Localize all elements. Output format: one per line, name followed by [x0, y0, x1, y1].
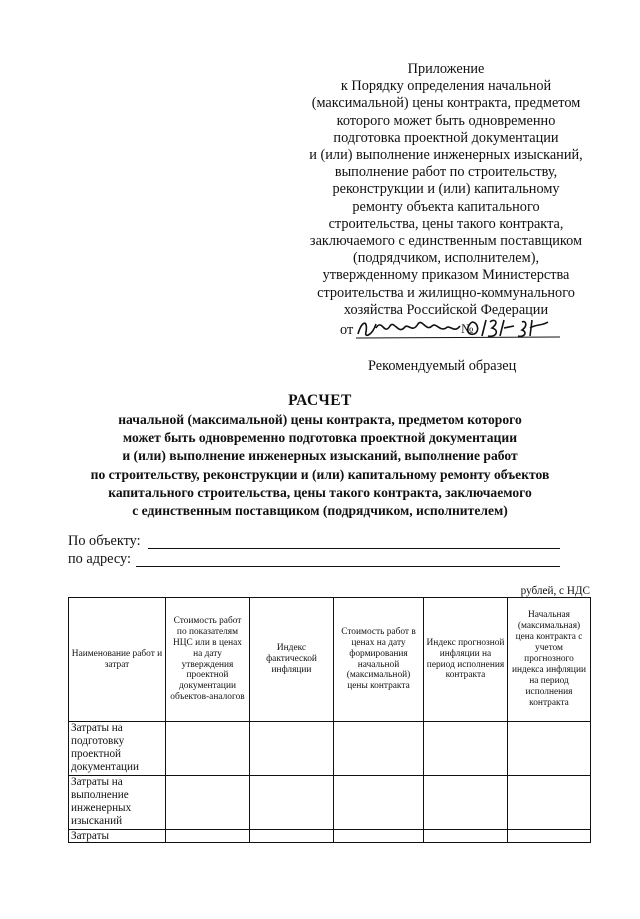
object-field [68, 533, 141, 550]
subtitle-line: по строительству, реконструкции и (или) капитальному ремонту объектов [90, 466, 550, 482]
document-subtitle [40, 411, 600, 520]
row-label: Затраты на выполнение инженерных изысканий [69, 776, 166, 830]
table-cell [166, 776, 250, 830]
recommended-sample-label: Рекомендуемый образец [368, 358, 517, 374]
table-cell [334, 830, 424, 843]
row-label: Затраты на подготовку проектной документации [69, 722, 166, 776]
appendix-line: заключаемого с единственным поставщиком [309, 233, 583, 250]
appendix-line: реконструкции и (или) капитальному [332, 181, 560, 198]
address-field [68, 551, 131, 568]
appendix-line: (максимальной) цены контракта, предметом [311, 95, 581, 112]
appendix-line: к Порядку определения начальной [340, 78, 552, 95]
header-cell: Индекс фактической инфляции [250, 598, 334, 722]
table-cell [424, 776, 508, 830]
object-underline[interactable] [148, 548, 560, 549]
units-note: рублей, с НДС [520, 585, 590, 597]
row-label: Затраты [69, 830, 166, 843]
appendix-line: (подрядчиком, исполнителем), [352, 250, 540, 267]
table-cell [250, 830, 334, 843]
table-cell [508, 776, 591, 830]
object-label: По объекту: [68, 533, 141, 549]
appendix-line: утвержденному приказом Министерства [322, 267, 570, 284]
table-row [69, 830, 591, 843]
subtitle-line: капитального строительства, цены такого контракта, заключаемого [108, 484, 532, 500]
appendix-line: строительства и жилищно-коммунального [317, 284, 575, 301]
table-cell [334, 776, 424, 830]
table-row [69, 776, 591, 830]
table-cell [334, 722, 424, 776]
subtitle-line: с единственным поставщиком (подрядчиком, исполнителем) [132, 503, 508, 519]
document-title: РАСЧЕТ [288, 392, 352, 409]
order-date-number-line [296, 320, 596, 340]
table-cell [250, 776, 334, 830]
appendix-line: хозяйства Российской Федерации [343, 301, 549, 318]
table-cell [508, 722, 591, 776]
header-cell: Стоимость работ по показателям НЦС или в ценах на дату утверждения проектной документации объектов-аналогов [166, 598, 250, 722]
table-cell [250, 722, 334, 776]
table-cell [166, 722, 250, 776]
number-sign: № [461, 321, 474, 337]
appendix-line: Приложение [407, 61, 485, 77]
appendix-block [296, 61, 596, 340]
table-cell [508, 830, 591, 843]
subtitle-line: и (или) выполнение инженерных изысканий, выполнение работ [122, 448, 518, 464]
handwritten-date-signature [354, 314, 564, 342]
header-cell: Наименование работ и затрат [69, 598, 166, 722]
appendix-line: подготовка проектной документации [333, 129, 559, 146]
address-label: по адресу: [68, 551, 131, 567]
subtitle-line: начальной (максимальной) цены контракта, предметом которого [118, 412, 522, 427]
header-cell: Индекс прогнозной инфляции на период исполнения контракта [424, 598, 508, 722]
header-cell: Стоимость работ в ценах на дату формирования начальной (максимальной) цены контракта [334, 598, 424, 722]
table-cell [424, 722, 508, 776]
calculation-table [68, 597, 591, 843]
table-header-row [69, 598, 591, 722]
header-cell: Начальная (максимальная) цена контракта с учетом прогнозного индекса инфляции на период исполнения контракта [508, 598, 591, 722]
table-cell [166, 830, 250, 843]
appendix-line: и (или) выполнение инженерных изысканий, [309, 147, 583, 164]
table-cell [424, 830, 508, 843]
appendix-line: ремонту объекта капитального [352, 198, 540, 215]
address-underline[interactable] [136, 566, 560, 567]
subtitle-line: может быть одновременно подготовка проектной документации [122, 430, 518, 446]
date-prefix: от [340, 322, 354, 339]
appendix-line: строительства, цены такого контракта, [328, 215, 564, 232]
appendix-line: выполнение работ по строительству, [334, 164, 558, 181]
appendix-line: которого может быть одновременно [336, 112, 556, 129]
table-row [69, 722, 591, 776]
